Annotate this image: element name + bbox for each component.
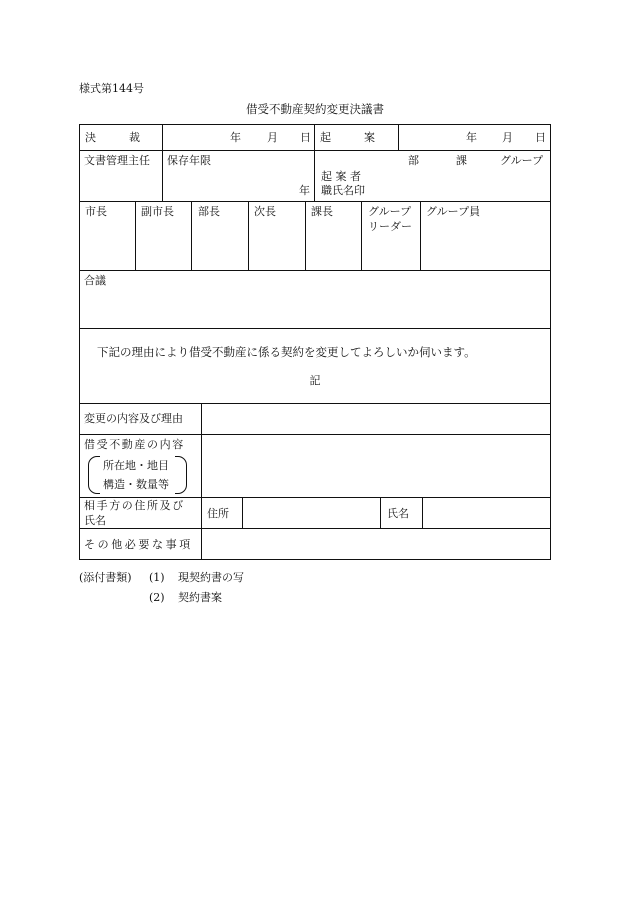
request-statement: 下記の理由により借受不動産に係る契約を変更してよろしいか伺います。	[97, 345, 476, 359]
draft-year: 年	[466, 131, 477, 144]
approval-group-member: グループ員	[426, 205, 481, 218]
address-label: 住所	[207, 507, 229, 520]
approval-deputy-director: 次長	[254, 205, 276, 218]
counterparty-label-line1: 相手方の住所及び	[84, 499, 185, 512]
approval-section-chief: 課長	[311, 205, 333, 218]
approval-vice-mayor: 副市長	[141, 205, 174, 218]
name-label: 氏名	[387, 507, 409, 520]
attachment-2-num: (2)	[149, 591, 165, 604]
attachment-1-text: 現契約書の写	[178, 571, 244, 584]
property-sub-structure: 構造・数量等	[103, 478, 169, 491]
approval-group-leader: グループ リーダー	[368, 205, 412, 233]
document-title: 借受不動産契約変更決議書	[246, 102, 384, 116]
decision-month: 月	[267, 131, 278, 144]
drafter-title-label: 職氏名印	[321, 184, 365, 197]
attachment-2-text: 契約書案	[178, 591, 222, 604]
approval-director: 部長	[198, 205, 220, 218]
property-content-label: 借受不動産の内容	[84, 438, 185, 451]
property-sub-location: 所在地・地目	[103, 459, 169, 472]
draft-label: 起 案	[320, 131, 375, 144]
ki-mark: 記	[309, 374, 321, 387]
dept-label: 部	[408, 154, 419, 167]
consultation-label: 合議	[84, 274, 106, 287]
other-matters-label: その他必要な事項	[84, 538, 193, 551]
attachment-1-num: (1)	[149, 571, 165, 584]
group-label: グループ	[500, 154, 544, 167]
counterparty-label-line2: 氏名	[84, 514, 106, 527]
draft-month: 月	[502, 131, 513, 144]
doc-manager-label: 文書管理主任	[84, 154, 150, 167]
retention-label: 保存年限	[167, 154, 211, 167]
change-reason-label: 変更の内容及び理由	[84, 412, 183, 425]
decision-form-table	[79, 124, 551, 560]
draft-day: 日	[535, 131, 546, 144]
retention-year: 年	[299, 184, 310, 197]
decision-year: 年	[230, 131, 241, 144]
attachments-label: (添付書類)	[79, 571, 132, 584]
form-number: 様式第144号	[79, 82, 144, 95]
decision-day: 日	[300, 131, 311, 144]
drafter-label: 起 案 者	[321, 170, 361, 183]
section-label: 課	[456, 154, 467, 167]
approval-mayor: 市長	[85, 205, 107, 218]
decision-label: 決 裁	[85, 131, 140, 144]
